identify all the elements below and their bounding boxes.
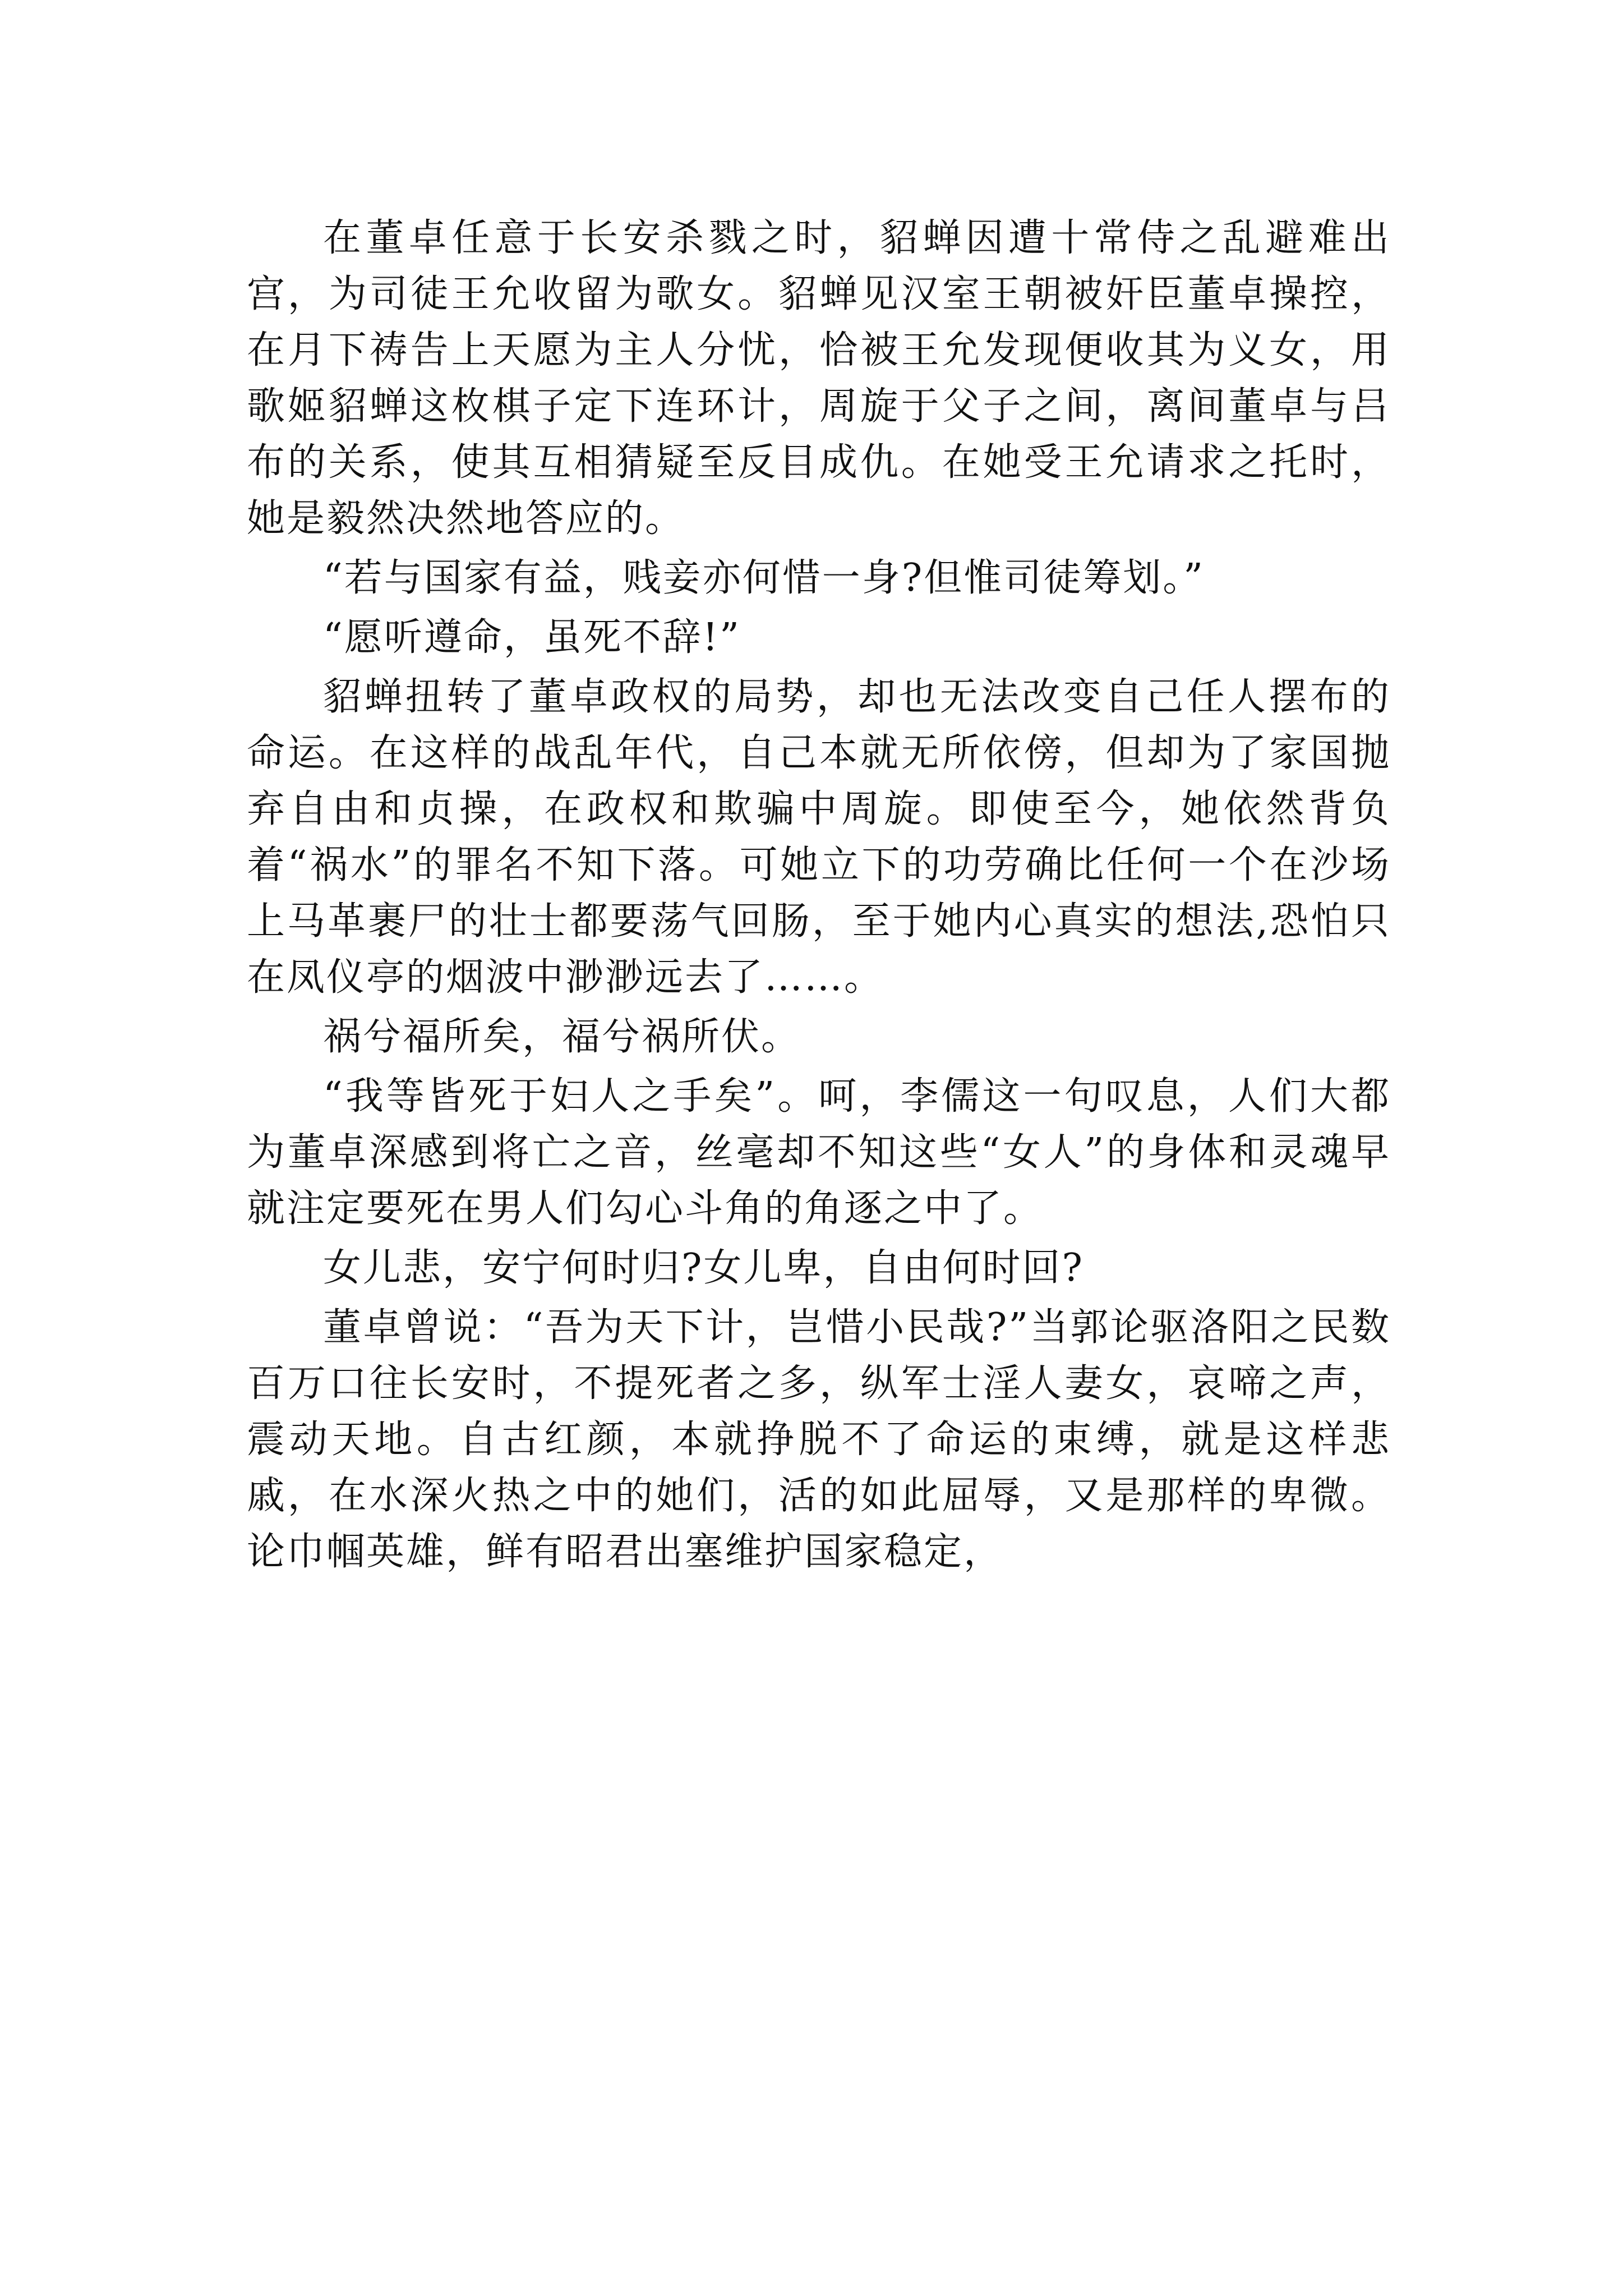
paragraph-6: “我等皆死于妇人之手矣”。呵，李儒这一句叹息，人们大都为董卓深感到将亡之音，丝毫却不知这些“女人”的身体和灵魂早就注定要死在男人们勾心斗角的角逐之中了。: [247, 1074, 1391, 1231]
paragraph-7: 女儿悲，安宁何时归?女儿卑，自由何时回?: [323, 1246, 1084, 1290]
paragraph-1: 在董卓任意于长安杀戮之时，貂蝉因遭十常侍之乱避难出宫，为司徒王允收留为歌女。貂蝉见汉室王朝被奸臣董卓操控，在月下祷告上天愿为主人分忧，恰被王允发现便收其为义女，用歌姬貂蝉这枚棋子定下连环计，周旋于父子之间，离间董卓与吕布的关系，使其互相猜疑至反目成仇。在她受王允请求之托时，她是毅然决然地答应的。: [247, 216, 1391, 541]
paragraph-4: 貂蝉扭转了董卓政权的局势，却也无法改变自己任人摆布的命运。在这样的战乱年代，自己本就无所依傍，但却为了家国抛弃自由和贞操，在政权和欺骗中周旋。即使至今，她依然背负着“祸水”的罪名不知下落。可她立下的功劳确比任何一个在沙场上马革裹尸的壮士都要荡气回肠，至于她内心真实的想法,恐怕只在凤仪亭的烟波中渺渺远去了……。: [247, 675, 1391, 1000]
paragraph-3-quote: “愿听遵命，虽死不辞!”: [323, 615, 741, 660]
paragraph-2-quote: “若与国家有益，贱妾亦何惜一身?但惟司徒筹划。”: [323, 556, 1205, 600]
document-body: [247, 210, 1391, 1584]
paragraph-8: 董卓曾说：“吾为天下计，岂惜小民哉?”当郭论驱洛阳之民数百万口往长安时，不提死者之多，纵军士淫人妻女，哀啼之声，震动天地。自古红颜，本就挣脱不了命运的束缚，就是这样悲戚，在水深火热之中的她们，活的如此屈辱，又是那样的卑微。论巾帼英雄，鲜有昭君出塞维护国家稳定，: [247, 1305, 1391, 1574]
paragraph-5: 祸兮福所矣，福兮祸所伏。: [323, 1015, 801, 1059]
